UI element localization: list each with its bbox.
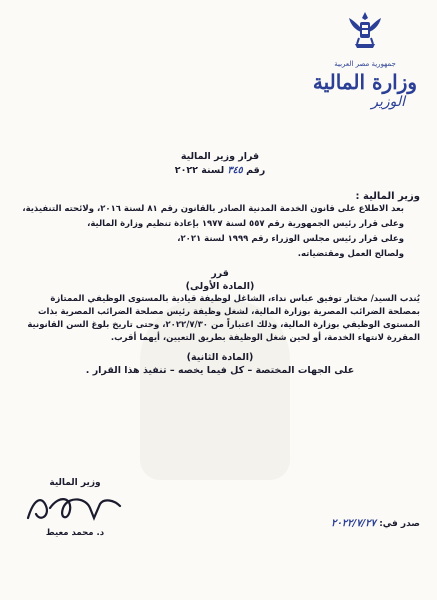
decree-number-suffix: لسنة ٢٠٢٢ xyxy=(174,165,225,176)
office-name: الوزير xyxy=(371,94,405,110)
decree-number-line xyxy=(150,164,290,178)
decree-number-prefix: رقم xyxy=(246,165,266,176)
decree-number-value: ٣٤٥ xyxy=(227,165,243,176)
article2-text: على الجهات المختصة – كل فيما يخصه – تنفيذ هذا القرار . xyxy=(85,365,355,376)
whereas-clause: ولصالح العمل ومقتضياته. xyxy=(297,249,404,259)
article2-heading: (المادة الثانية) xyxy=(186,352,254,363)
letterhead xyxy=(300,8,430,138)
decree-title xyxy=(150,150,290,178)
issue-date-label: صدر في: xyxy=(379,519,420,529)
issue-date-value: ٢٠٢٢/٧/٢٧ xyxy=(331,518,377,529)
minister-heading: وزير المالية : xyxy=(355,191,420,202)
whereas-clause: وعلى قرار رئيس الجمهورية رقم ٥٥٧ لسنة ١٩٧٧ بإعادة تنظيم وزارة المالية، xyxy=(87,219,404,229)
signature-block xyxy=(10,478,140,553)
decided-heading: قرر xyxy=(211,268,229,279)
country-name: جمهورية مصر العربية xyxy=(334,60,396,68)
whereas-clause: بعد الاطلاع على قانون الخدمة المدنية الصادر بالقانون رقم ٨١ لسنة ٢٠١٦، ولائحته التنفيذية، xyxy=(22,204,404,214)
article1-text: يُندب السيد/ مختار توفيق عباس نداء، الشاغل لوظيفة قيادية بالمستوى الوظيفي الممتازة بمصلحة الضرائب المصرية بوزارة المالية، لشغل وظيفة رئيس مصلحة الضرائب المصرية بذات المستوى الوظيفي بوزارة المالية، وذلك اعتباراً من ٢٠٢٢/٧/٣٠، وحتى تاريخ بلوغ السن القانونية المقررة لانتهاء الخدمة، أو لحين شغل الوظيفة بطريق التعيين، أيهما أقرب. xyxy=(27,294,420,343)
article1-heading: (المادة الأولى) xyxy=(185,281,255,292)
whereas-clause: وعلى قرار رئيس مجلس الوزراء رقم ١٩٩٩ لسنة ٢٠٢١، xyxy=(177,234,404,244)
decree-body xyxy=(20,190,420,377)
signatory-title: وزير المالية xyxy=(49,478,101,488)
decree-title-line: قرار وزير المالية xyxy=(180,151,260,162)
handwritten-signature xyxy=(20,488,130,528)
ministry-name: وزارة المالية xyxy=(312,70,418,94)
issue-date xyxy=(225,518,420,529)
signatory-name: د. محمد معيط xyxy=(45,528,105,538)
eagle-emblem-icon xyxy=(343,8,387,54)
